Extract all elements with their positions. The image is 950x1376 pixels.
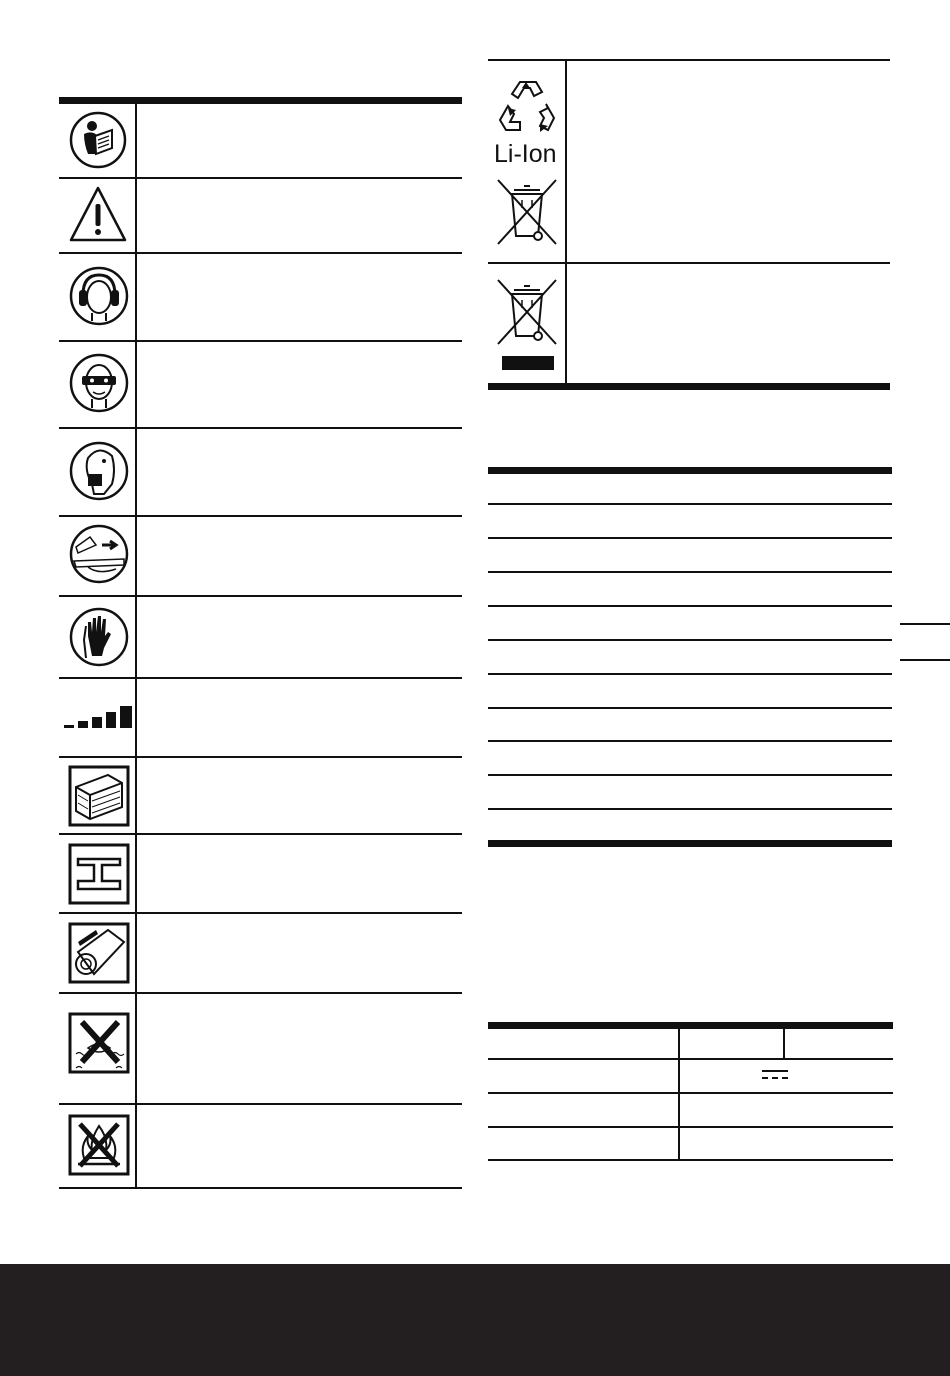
table-bottom-rule [488, 840, 892, 847]
table-top-rule [488, 467, 892, 474]
metal-profile-icon [68, 843, 130, 905]
row-divider [59, 177, 462, 179]
row-divider [59, 756, 462, 758]
row-divider [59, 340, 462, 342]
row-divider [488, 537, 892, 539]
read-manual-icon [68, 110, 128, 170]
table-column-divider [565, 59, 567, 385]
page-footer-band [0, 1264, 950, 1376]
row-divider [59, 833, 462, 835]
dc-current-icon [760, 1068, 790, 1082]
recycle-icon [496, 74, 560, 138]
row-divider [488, 673, 892, 675]
no-fire-icon [68, 1114, 130, 1176]
row-divider [59, 912, 462, 914]
table-top-rule [488, 1022, 893, 1029]
row-divider [59, 252, 462, 254]
crossed-bin-with-bar-icon [494, 278, 560, 372]
side-tab-rule-bottom [900, 659, 950, 661]
pvc-pipe-icon [68, 922, 130, 984]
table-column-divider [678, 1022, 680, 1160]
table-bottom-rule [488, 383, 890, 390]
row-divider [488, 503, 892, 505]
warning-triangle-icon [68, 184, 128, 244]
table-column-divider [783, 1022, 785, 1058]
li-ion-label: Li-Ion [494, 140, 557, 168]
table-top-rule [488, 59, 890, 61]
table-top-rule [59, 97, 462, 104]
eye-protection-icon [68, 352, 130, 414]
row-divider [488, 1126, 893, 1128]
speed-levels-icon [62, 703, 134, 729]
side-tab-rule-top [900, 623, 950, 625]
blade-change-icon [68, 523, 130, 585]
dust-mask-icon [68, 440, 130, 502]
table-column-divider [135, 97, 137, 1189]
no-water-icon [68, 1012, 130, 1074]
row-divider [59, 427, 462, 429]
row-divider [488, 1058, 893, 1060]
row-divider [488, 605, 892, 607]
wood-icon [68, 765, 130, 827]
row-divider [59, 515, 462, 517]
row-divider [488, 808, 892, 810]
table-bottom-rule [488, 1159, 893, 1161]
row-divider [488, 740, 892, 742]
row-divider [59, 677, 462, 679]
row-divider [59, 595, 462, 597]
row-divider [488, 774, 892, 776]
row-divider [59, 1103, 462, 1105]
table-bottom-rule [59, 1187, 462, 1189]
row-divider [488, 571, 892, 573]
ear-protection-icon [68, 265, 130, 327]
crossed-bin-icon [494, 178, 560, 246]
row-divider [488, 639, 892, 641]
row-divider [488, 262, 890, 264]
gloves-icon [68, 606, 130, 668]
row-divider [488, 1092, 893, 1094]
row-divider [488, 707, 892, 709]
row-divider [59, 992, 462, 994]
